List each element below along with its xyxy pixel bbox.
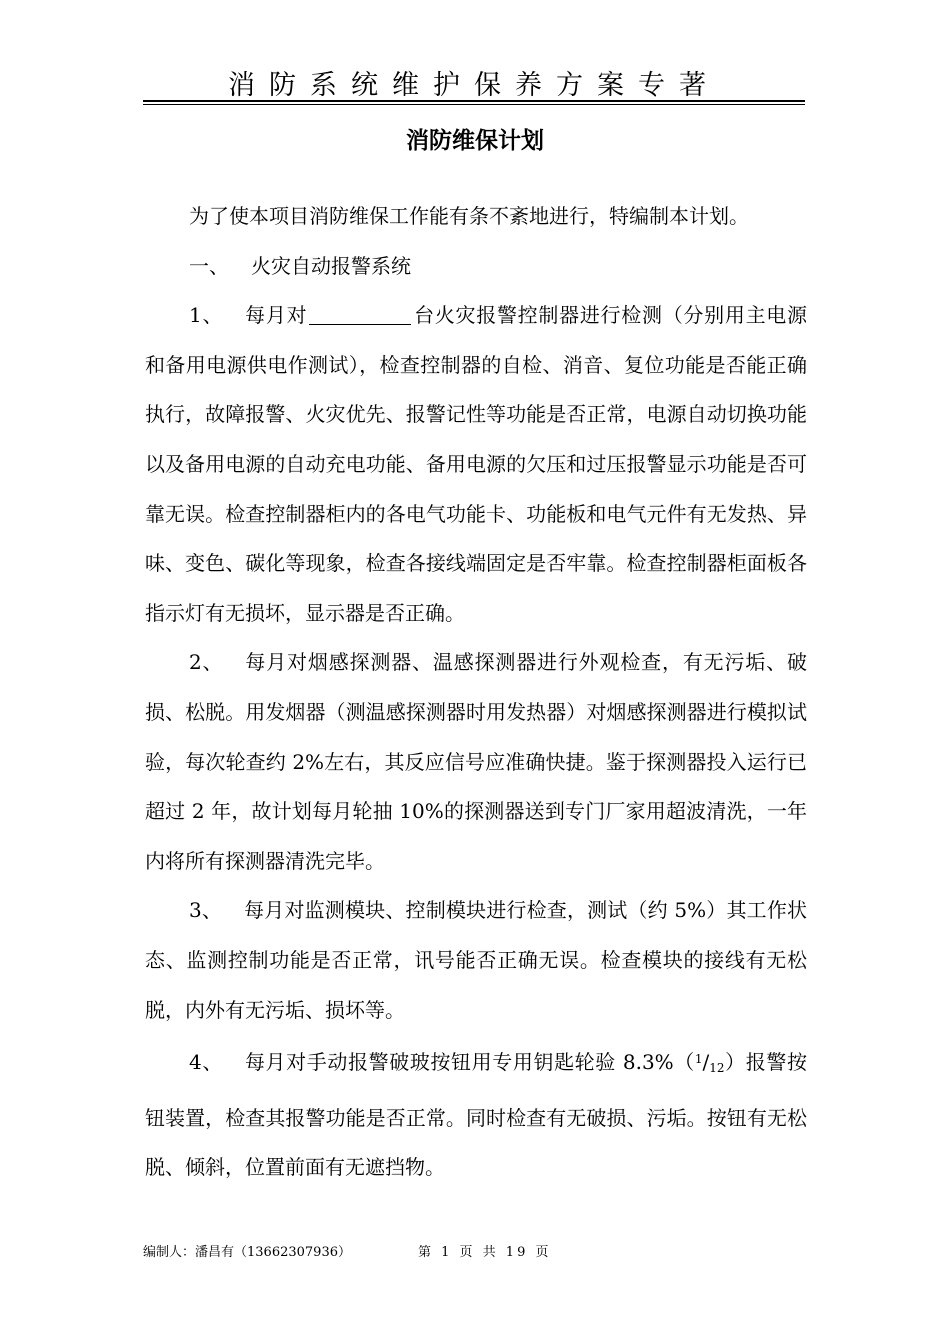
item-1-text: 台火灾报警控制器进行检测（分别用主电源和备用电源供电作测试），检查控制器的自检、消音、复位功能是否能正确执行，故障报警、火灾优先、报警记性等功能是否正常，电源自动切换功能以及备用电源的自动充电功能、备用电源的欠压和过压报警显示功能是否可靠无误。检查控制器柜内的各电气功能卡、功能板和电气元件有无发热、异味、变色、碳化等现象，检查各接线端固定是否牢靠。检查控制器柜面板各指示灯有无损坏，显示器是否正确。 xyxy=(145,303,808,625)
item-1 xyxy=(145,291,807,638)
blank-underline xyxy=(309,302,411,325)
item-3 xyxy=(145,886,807,1035)
item-4-text: ）报警按钮装置，检查其报警功能是否正常。同时检查有无破损、污垢。按钮有无松脱、倾斜，位置前面有无遮挡物。 xyxy=(145,1050,808,1180)
page-title: 消防维保计划 xyxy=(406,127,544,154)
page-header: 消防系统维护保养方案专著 xyxy=(228,70,720,101)
footer-page-number: 第 1 页 共 19 页 xyxy=(418,1245,552,1260)
header-rule xyxy=(143,100,805,102)
document-body xyxy=(145,192,807,1193)
item-1-number: 1、 xyxy=(189,303,224,328)
item-2-text: 每月对烟感探测器、温感探测器进行外观检查，有无污垢、破损、松脱。用发烟器（测温感探测器时用发热器）对烟感探测器进行模拟试验，每次轮查约 2%左右，其反应信号应准确快捷。鉴于探测器投入运行已超过 2 年，故计划每月轮抽 10%的探测器送到专门厂家用超波清洗，一年内将所有探测器清洗完毕。 xyxy=(145,650,807,873)
item-4-number: 4、 xyxy=(189,1050,223,1075)
fraction-slash: / xyxy=(702,1050,710,1075)
intro-paragraph: 为了使本项目消防维保工作能有条不紊地进行，特编制本计划。 xyxy=(189,204,749,228)
header-rule-thin xyxy=(143,104,805,105)
footer-editor: 编制人：潘昌有（13662307936） xyxy=(143,1245,351,1260)
item-2 xyxy=(145,638,807,886)
item-4 xyxy=(145,1035,807,1193)
section-number: 一、 xyxy=(189,253,229,278)
item-3-text: 每月对监测模块、控制模块进行检查，测试（约 5%）其工作状态、监测控制功能是否正常，讯号能否正确无误。检查模块的接线有无松脱，内外有无污垢、损坏等。 xyxy=(145,898,807,1022)
fraction-denominator: 12 xyxy=(709,1061,725,1076)
item-1-prefix: 每月对 xyxy=(245,303,308,328)
fraction xyxy=(695,1050,725,1074)
item-3-number: 3、 xyxy=(189,898,223,923)
section-heading xyxy=(145,242,807,292)
section-label: 火灾自动报警系统 xyxy=(251,253,411,278)
item-4-prefix: 每月对手动报警破玻按钮用专用钥匙轮验 8.3%（ xyxy=(244,1050,695,1075)
item-2-number: 2、 xyxy=(189,650,224,675)
fraction-numerator: 1 xyxy=(694,1052,703,1067)
